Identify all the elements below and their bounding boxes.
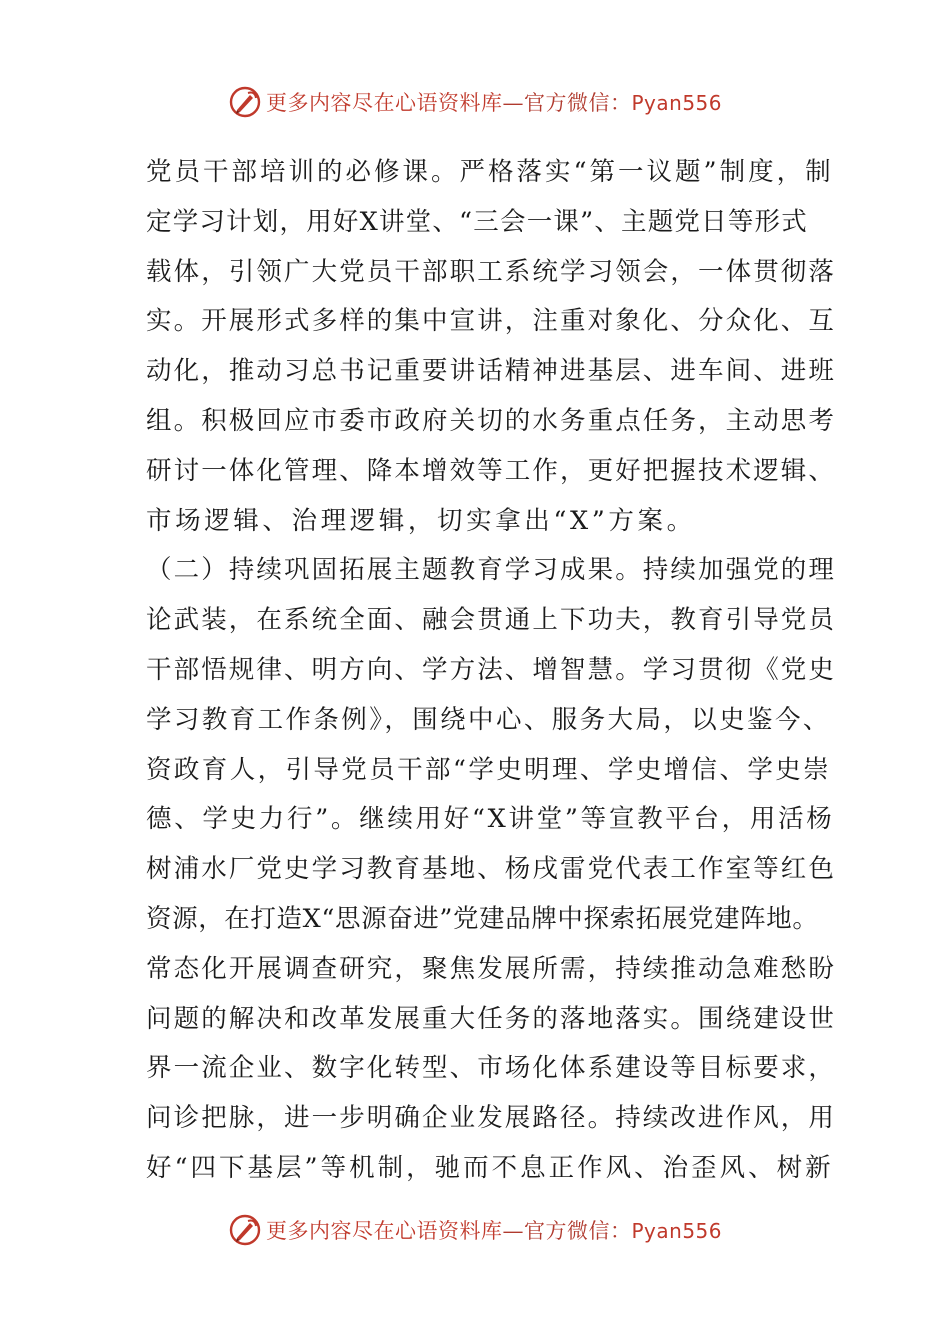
text-line: 研讨一体化管理、降本增效等工作，更好把握技术逻辑、 [146,455,837,486]
text-line: 定学习计划，用好X讲堂、“三会一课”、主题党日等形式 [146,206,808,237]
watermark-label: 官方微信： [523,1219,632,1243]
text-line: 问题的解决和改革发展重大任务的落地落实。围绕建设世 [146,1003,837,1034]
text-line: 界一流企业、数字化转型、市场化体系建设等目标要求， [146,1053,837,1084]
pen-logo-icon [228,1213,262,1247]
watermark-id: Pyan556 [631,1219,722,1243]
pen-logo-icon [228,85,262,119]
text-line: 党员干部培训的必修课。严格落实“第一议题”制度，制 [146,157,834,187]
watermark-brand: 更多内容尽在心语资料库 [265,1219,503,1243]
text-line: 组。积极回应市委市政府关切的水务重点任务，主动思考 [146,405,837,436]
footer-watermark [0,1210,950,1250]
text-line: 好“四下基层”等机制，驰而不息正作风、治歪风、树新 [146,1152,834,1183]
text-line: 实。开展形式多样的集中宣讲，注重对象化、分众化、互 [146,306,837,337]
watermark-id: Pyan556 [631,91,722,115]
text-line: 德、学史力行”。继续用好“X讲堂”等宣教平台，用活杨 [146,804,835,835]
text-line: 载体，引领广大党员干部职工系统学习领会，一体贯彻落 [146,256,837,287]
text-line: 问诊把脉，进一步明确企业发展路径。持续改进作风，用 [146,1103,837,1134]
text-line: 资政育人，引导党员干部“学史明理、学史增信、学史崇 [146,754,832,785]
watermark-brand: 更多内容尽在心语资料库 [265,91,503,115]
watermark-label: 官方微信： [523,91,632,115]
text-line: 常态化开展调查研究，聚焦发展所需，持续推动急难愁盼 [146,953,837,984]
text-line: 论武装，在系统全面、融会贯通上下功夫，教育引导党员 [146,605,837,636]
text-line: 动化，推动习总书记重要讲话精神进基层、进车间、进班 [146,356,837,387]
watermark-separator: — [502,91,524,115]
document-body [146,148,837,1194]
text-line: 市场逻辑、治理逻辑，切实拿出“X”方案。 [146,505,696,536]
text-line: （二）持续巩固拓展主题教育学习成果。持续加强党的理 [146,555,837,586]
header-watermark [0,82,950,122]
watermark-text [266,87,722,117]
text-line: 干部悟规律、明方向、学方法、增智慧。学习贯彻《党史 [146,654,837,685]
watermark-text [266,1215,722,1245]
watermark-separator: — [502,1219,524,1243]
text-line: 学习教育工作条例》，围绕中心、服务大局，以史鉴今、 [146,704,831,735]
text-line: 树浦水厂党史学习教育基地、杨戌雷党代表工作室等红色 [146,854,837,885]
text-line: 资源，在打造X“思源奋进”党建品牌中探索拓展党建阵地。 [146,903,819,934]
